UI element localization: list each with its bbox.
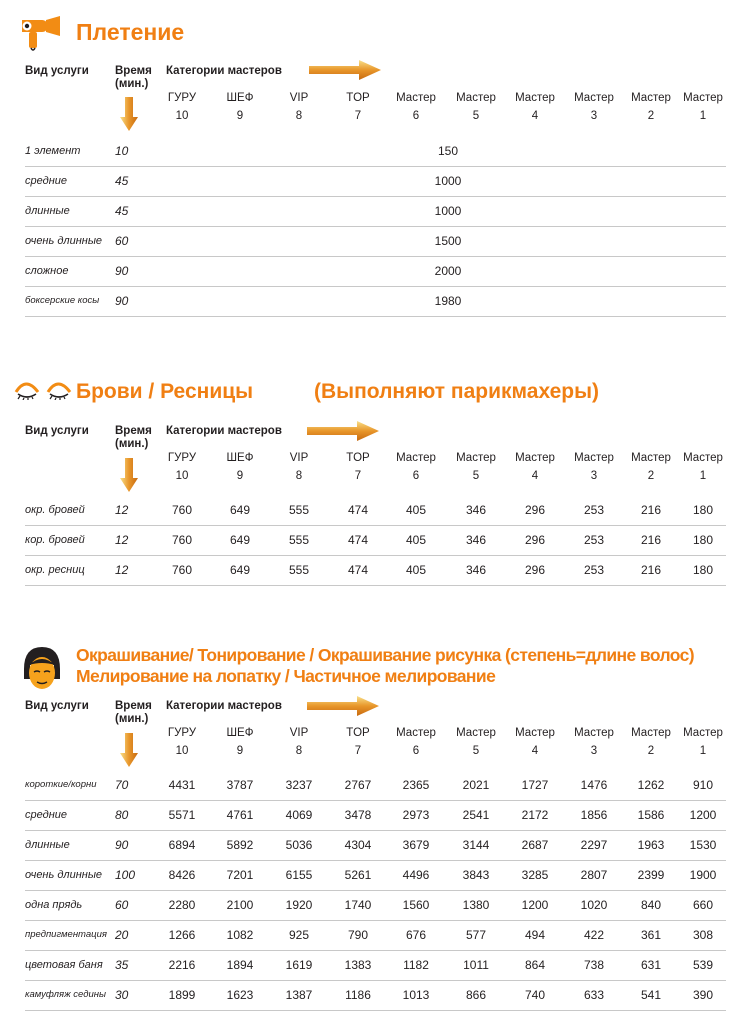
service-name: 1 элемент xyxy=(25,145,81,157)
column-header-name: Мастер xyxy=(515,727,555,739)
price-cell: 3478 xyxy=(344,808,372,822)
table-row xyxy=(25,136,726,167)
service-time: 90 xyxy=(115,838,129,852)
service-name: цветовая баня xyxy=(25,959,103,971)
service-time: 12 xyxy=(115,533,129,547)
column-header-number: 10 xyxy=(175,110,189,122)
table-row xyxy=(25,860,726,891)
price-cell: 1082 xyxy=(226,928,254,942)
column-header xyxy=(446,449,506,485)
price-cell: 1727 xyxy=(521,778,549,792)
service-price: 1980 xyxy=(434,294,462,308)
price-cell: 6155 xyxy=(285,868,313,882)
price-cell: 2767 xyxy=(344,778,372,792)
column-header-name: VIP xyxy=(289,727,309,739)
column-header-name: Мастер xyxy=(631,92,671,104)
column-header-name: Мастер xyxy=(456,92,496,104)
column-header-name: ГУРУ xyxy=(167,727,197,739)
price-cell: 6894 xyxy=(168,838,196,852)
column-header xyxy=(210,724,270,760)
price-cell: 308 xyxy=(692,928,714,942)
price-cell: 2100 xyxy=(226,898,254,912)
header-time xyxy=(115,700,152,726)
price-cell: 4069 xyxy=(285,808,313,822)
column-header xyxy=(446,724,506,760)
section-title-line2: Мелирование на лопатку / Частичное мелирование xyxy=(76,666,496,686)
price-cell: 555 xyxy=(288,533,310,547)
price-cell: 405 xyxy=(405,503,427,517)
price-cell: 474 xyxy=(347,503,369,517)
table-row xyxy=(25,830,726,861)
service-name: очень длинные xyxy=(25,869,103,881)
eyelashes-icon xyxy=(14,378,72,400)
price-cell: 866 xyxy=(465,988,487,1002)
table-row xyxy=(25,920,726,951)
price-cell: 738 xyxy=(583,958,605,972)
price-cell: 3144 xyxy=(462,838,490,852)
header-time xyxy=(115,425,152,451)
price-cell: 1920 xyxy=(285,898,313,912)
price-cell: 361 xyxy=(640,928,662,942)
column-header-number: 1 xyxy=(699,745,707,757)
column-header xyxy=(152,449,212,485)
price-cell: 3237 xyxy=(285,778,313,792)
price-cell: 2297 xyxy=(580,838,608,852)
price-cell: 541 xyxy=(640,988,662,1002)
service-name: сложное xyxy=(25,265,69,277)
service-time: 12 xyxy=(115,563,129,577)
column-header-name: Мастер xyxy=(396,727,436,739)
service-time: 90 xyxy=(115,294,129,308)
price-cell: 1619 xyxy=(285,958,313,972)
price-cell: 539 xyxy=(692,958,714,972)
price-cell: 2541 xyxy=(462,808,490,822)
price-cell: 296 xyxy=(524,533,546,547)
price-cell: 925 xyxy=(288,928,310,942)
price-cell: 1586 xyxy=(637,808,665,822)
service-name: боксерские косы xyxy=(25,295,100,306)
price-cell: 405 xyxy=(405,533,427,547)
price-cell: 5261 xyxy=(344,868,372,882)
column-header-number: 8 xyxy=(295,745,303,757)
service-name: короткие/корни xyxy=(25,779,97,790)
column-header-name: ШЕФ xyxy=(226,92,254,104)
price-cell: 422 xyxy=(583,928,605,942)
price-cell: 4304 xyxy=(344,838,372,852)
price-cell: 577 xyxy=(465,928,487,942)
price-cell: 1266 xyxy=(168,928,196,942)
column-header xyxy=(152,89,212,125)
price-cell: 7201 xyxy=(226,868,254,882)
section-title-line1: Окрашивание/ Тонирование / Окрашивание рисунка (степень=длине волос) xyxy=(76,645,694,665)
column-header-name: ГУРУ xyxy=(167,92,197,104)
price-cell: 216 xyxy=(640,533,662,547)
service-time: 60 xyxy=(115,234,129,248)
price-cell: 3679 xyxy=(402,838,430,852)
column-header-name: Мастер xyxy=(456,452,496,464)
price-cell: 216 xyxy=(640,503,662,517)
service-time: 45 xyxy=(115,174,129,188)
column-header xyxy=(673,449,733,485)
price-cell: 2973 xyxy=(402,808,430,822)
column-header-name: ШЕФ xyxy=(226,727,254,739)
column-header xyxy=(505,449,565,485)
column-header-number: 2 xyxy=(647,745,655,757)
column-header-name: Мастер xyxy=(574,452,614,464)
header-categories: Категории мастеров xyxy=(166,65,282,77)
price-cell: 2172 xyxy=(521,808,549,822)
section-title: Брови / Ресницы xyxy=(76,380,254,403)
face-icon xyxy=(20,645,64,693)
service-price: 2000 xyxy=(434,264,462,278)
column-header-number: 6 xyxy=(412,110,420,122)
price-cell: 740 xyxy=(524,988,546,1002)
price-cell: 180 xyxy=(692,533,714,547)
table-row xyxy=(25,196,726,227)
price-cell: 1560 xyxy=(402,898,430,912)
price-cell: 296 xyxy=(524,503,546,517)
price-cell: 840 xyxy=(640,898,662,912)
column-header-name: TOP xyxy=(346,92,370,104)
column-header-name: TOP xyxy=(346,727,370,739)
column-header-number: 9 xyxy=(236,745,244,757)
price-cell: 1963 xyxy=(637,838,665,852)
table-row xyxy=(25,980,726,1011)
service-price: 150 xyxy=(437,144,459,158)
column-header xyxy=(386,449,446,485)
service-price: 1000 xyxy=(434,174,462,188)
service-time: 100 xyxy=(115,868,136,882)
price-cell: 5036 xyxy=(285,838,313,852)
price-cell: 2687 xyxy=(521,838,549,852)
column-header-name: Мастер xyxy=(631,727,671,739)
service-name: длинные xyxy=(25,205,70,217)
price-cell: 1623 xyxy=(226,988,254,1002)
column-header xyxy=(564,449,624,485)
table-row xyxy=(25,800,726,831)
column-header xyxy=(446,89,506,125)
section-subtitle: (Выполняют парикмахеры) xyxy=(314,380,600,403)
price-cell: 555 xyxy=(288,503,310,517)
hair-dryer-icon xyxy=(18,14,64,52)
price-cell: 180 xyxy=(692,503,714,517)
column-header xyxy=(564,89,624,125)
price-cell: 3787 xyxy=(226,778,254,792)
price-cell: 5571 xyxy=(168,808,196,822)
price-cell: 649 xyxy=(229,503,251,517)
column-header xyxy=(673,724,733,760)
column-header xyxy=(386,89,446,125)
column-header-number: 5 xyxy=(472,470,480,482)
price-cell: 1262 xyxy=(637,778,665,792)
price-cell: 2399 xyxy=(637,868,665,882)
header-service: Вид услуги xyxy=(25,65,89,77)
price-cell: 346 xyxy=(465,563,487,577)
service-name: очень длинные xyxy=(25,235,103,247)
column-header xyxy=(386,724,446,760)
price-cell: 1013 xyxy=(402,988,430,1002)
price-cell: 633 xyxy=(583,988,605,1002)
column-header-name: Мастер xyxy=(396,452,436,464)
price-cell: 760 xyxy=(171,563,193,577)
column-header-name: TOP xyxy=(346,452,370,464)
column-header-number: 3 xyxy=(590,745,598,757)
column-header xyxy=(269,724,329,760)
column-header-name: VIP xyxy=(289,92,309,104)
price-cell: 180 xyxy=(692,563,714,577)
price-cell: 4431 xyxy=(168,778,196,792)
arrow-right-icon xyxy=(309,60,381,80)
column-header-number: 1 xyxy=(699,470,707,482)
table-row xyxy=(25,495,726,526)
price-cell: 346 xyxy=(465,533,487,547)
service-price: 1500 xyxy=(434,234,462,248)
service-name: длинные xyxy=(25,839,70,851)
column-header xyxy=(621,449,681,485)
column-header-name: VIP xyxy=(289,452,309,464)
service-time: 10 xyxy=(115,144,129,158)
column-header-number: 1 xyxy=(699,110,707,122)
table-row xyxy=(25,890,726,921)
column-header xyxy=(621,724,681,760)
price-cell: 790 xyxy=(347,928,369,942)
column-header xyxy=(564,724,624,760)
column-header xyxy=(210,89,270,125)
table-row xyxy=(25,950,726,981)
header-service: Вид услуги xyxy=(25,425,89,437)
price-cell: 1186 xyxy=(345,988,371,1002)
column-header xyxy=(328,449,388,485)
price-cell: 1200 xyxy=(521,898,549,912)
table-row xyxy=(25,770,726,801)
header-time-line2: (мин.) xyxy=(115,78,149,90)
arrow-right-icon xyxy=(307,421,379,441)
price-cell: 474 xyxy=(347,533,369,547)
price-cell: 3843 xyxy=(462,868,490,882)
service-time: 60 xyxy=(115,898,129,912)
price-cell: 494 xyxy=(524,928,546,942)
price-cell: 1530 xyxy=(689,838,717,852)
price-cell: 8426 xyxy=(168,868,196,882)
arrow-down-icon xyxy=(120,458,138,492)
price-cell: 296 xyxy=(524,563,546,577)
header-categories: Категории мастеров xyxy=(166,425,282,437)
column-header-name: Мастер xyxy=(515,452,555,464)
price-cell: 760 xyxy=(171,533,193,547)
price-cell: 2280 xyxy=(168,898,196,912)
service-time: 45 xyxy=(115,204,129,218)
column-header-name: Мастер xyxy=(574,92,614,104)
price-cell: 2216 xyxy=(168,958,196,972)
price-cell: 649 xyxy=(229,563,251,577)
service-time: 30 xyxy=(115,988,129,1002)
header-service: Вид услуги xyxy=(25,700,89,712)
column-header-number: 4 xyxy=(531,110,539,122)
column-header-name: Мастер xyxy=(574,727,614,739)
service-time: 70 xyxy=(115,778,129,792)
price-cell: 1383 xyxy=(344,958,372,972)
column-header-number: 4 xyxy=(531,745,539,757)
column-header xyxy=(328,89,388,125)
price-cell: 1856 xyxy=(580,808,608,822)
arrow-down-icon xyxy=(120,97,138,131)
price-cell: 2807 xyxy=(580,868,608,882)
column-header-name: Мастер xyxy=(456,727,496,739)
column-header-name: Мастер xyxy=(515,92,555,104)
column-header-name: Мастер xyxy=(631,452,671,464)
price-cell: 405 xyxy=(405,563,427,577)
service-time: 35 xyxy=(115,958,129,972)
column-header-number: 8 xyxy=(295,110,303,122)
table-row xyxy=(25,525,726,556)
column-header-number: 7 xyxy=(354,110,362,122)
arrow-down-icon xyxy=(120,733,138,767)
price-cell: 253 xyxy=(583,503,605,517)
table-row xyxy=(25,166,726,197)
column-header-name: ГУРУ xyxy=(167,452,197,464)
column-header-number: 6 xyxy=(412,470,420,482)
column-header-number: 4 xyxy=(531,470,539,482)
price-cell: 1476 xyxy=(580,778,608,792)
column-header-number: 8 xyxy=(295,470,303,482)
service-name: средние xyxy=(25,809,67,821)
price-cell: 4496 xyxy=(402,868,430,882)
arrow-right-icon xyxy=(307,696,379,716)
price-cell: 1200 xyxy=(689,808,717,822)
service-time: 80 xyxy=(115,808,129,822)
column-header xyxy=(152,724,212,760)
column-header-number: 5 xyxy=(472,745,480,757)
column-header-number: 7 xyxy=(354,745,362,757)
service-name: окр. бровей xyxy=(25,504,85,516)
price-cell: 864 xyxy=(524,958,546,972)
column-header xyxy=(210,449,270,485)
column-header-name: Мастер xyxy=(683,92,723,104)
price-cell: 216 xyxy=(640,563,662,577)
column-header-number: 3 xyxy=(590,470,598,482)
header-time xyxy=(115,65,152,91)
section-title: Плетение xyxy=(76,19,185,45)
column-header xyxy=(269,89,329,125)
price-cell: 2021 xyxy=(462,778,490,792)
price-cell: 1894 xyxy=(226,958,254,972)
column-header-name: Мастер xyxy=(396,92,436,104)
service-name: кор. бровей xyxy=(25,534,85,546)
price-cell: 1380 xyxy=(462,898,490,912)
column-header-name: Мастер xyxy=(683,452,723,464)
column-header-number: 9 xyxy=(236,470,244,482)
table-row xyxy=(25,555,726,586)
column-header-number: 2 xyxy=(647,110,655,122)
column-header xyxy=(269,449,329,485)
service-name: предпигментация xyxy=(25,929,107,940)
table-row xyxy=(25,256,726,287)
header-categories: Категории мастеров xyxy=(166,700,282,712)
price-cell: 346 xyxy=(465,503,487,517)
table-row xyxy=(25,286,726,317)
column-header-number: 5 xyxy=(472,110,480,122)
price-cell: 253 xyxy=(583,563,605,577)
service-name: окр. ресниц xyxy=(25,564,85,576)
column-header-number: 10 xyxy=(175,470,189,482)
column-header xyxy=(505,724,565,760)
column-header-number: 6 xyxy=(412,745,420,757)
column-header xyxy=(621,89,681,125)
column-header-name: Мастер xyxy=(683,727,723,739)
price-cell: 1011 xyxy=(463,958,489,972)
column-header-number: 7 xyxy=(354,470,362,482)
column-header-name: ШЕФ xyxy=(226,452,254,464)
header-time-line1: Время xyxy=(115,65,152,77)
header-time-line2: (мин.) xyxy=(115,438,149,450)
price-cell: 253 xyxy=(583,533,605,547)
price-cell: 660 xyxy=(692,898,714,912)
price-cell: 5892 xyxy=(226,838,254,852)
price-cell: 1387 xyxy=(285,988,313,1002)
service-time: 20 xyxy=(115,928,129,942)
price-cell: 1899 xyxy=(168,988,196,1002)
price-cell: 649 xyxy=(229,533,251,547)
price-cell: 1900 xyxy=(689,868,717,882)
column-header-number: 9 xyxy=(236,110,244,122)
header-time-line1: Время xyxy=(115,700,152,712)
header-time-line1: Время xyxy=(115,425,152,437)
price-cell: 1740 xyxy=(344,898,372,912)
price-cell: 3285 xyxy=(521,868,549,882)
price-cell: 1182 xyxy=(403,958,429,972)
price-cell: 555 xyxy=(288,563,310,577)
price-cell: 474 xyxy=(347,563,369,577)
column-header xyxy=(673,89,733,125)
price-cell: 1020 xyxy=(580,898,608,912)
service-time: 12 xyxy=(115,503,129,517)
price-cell: 631 xyxy=(640,958,662,972)
price-cell: 4761 xyxy=(226,808,254,822)
service-name: одна прядь xyxy=(25,899,83,911)
service-price: 1000 xyxy=(434,204,462,218)
header-time-line2: (мин.) xyxy=(115,713,149,725)
column-header-number: 10 xyxy=(175,745,189,757)
table-row xyxy=(25,226,726,257)
column-header xyxy=(328,724,388,760)
price-cell: 910 xyxy=(692,778,714,792)
price-cell: 390 xyxy=(692,988,714,1002)
price-cell: 676 xyxy=(405,928,427,942)
column-header-number: 3 xyxy=(590,110,598,122)
service-time: 90 xyxy=(115,264,129,278)
service-name: средние xyxy=(25,175,67,187)
price-cell: 760 xyxy=(171,503,193,517)
column-header-number: 2 xyxy=(647,470,655,482)
price-cell: 2365 xyxy=(402,778,430,792)
service-name: камуфляж седины xyxy=(25,989,106,1000)
column-header xyxy=(505,89,565,125)
